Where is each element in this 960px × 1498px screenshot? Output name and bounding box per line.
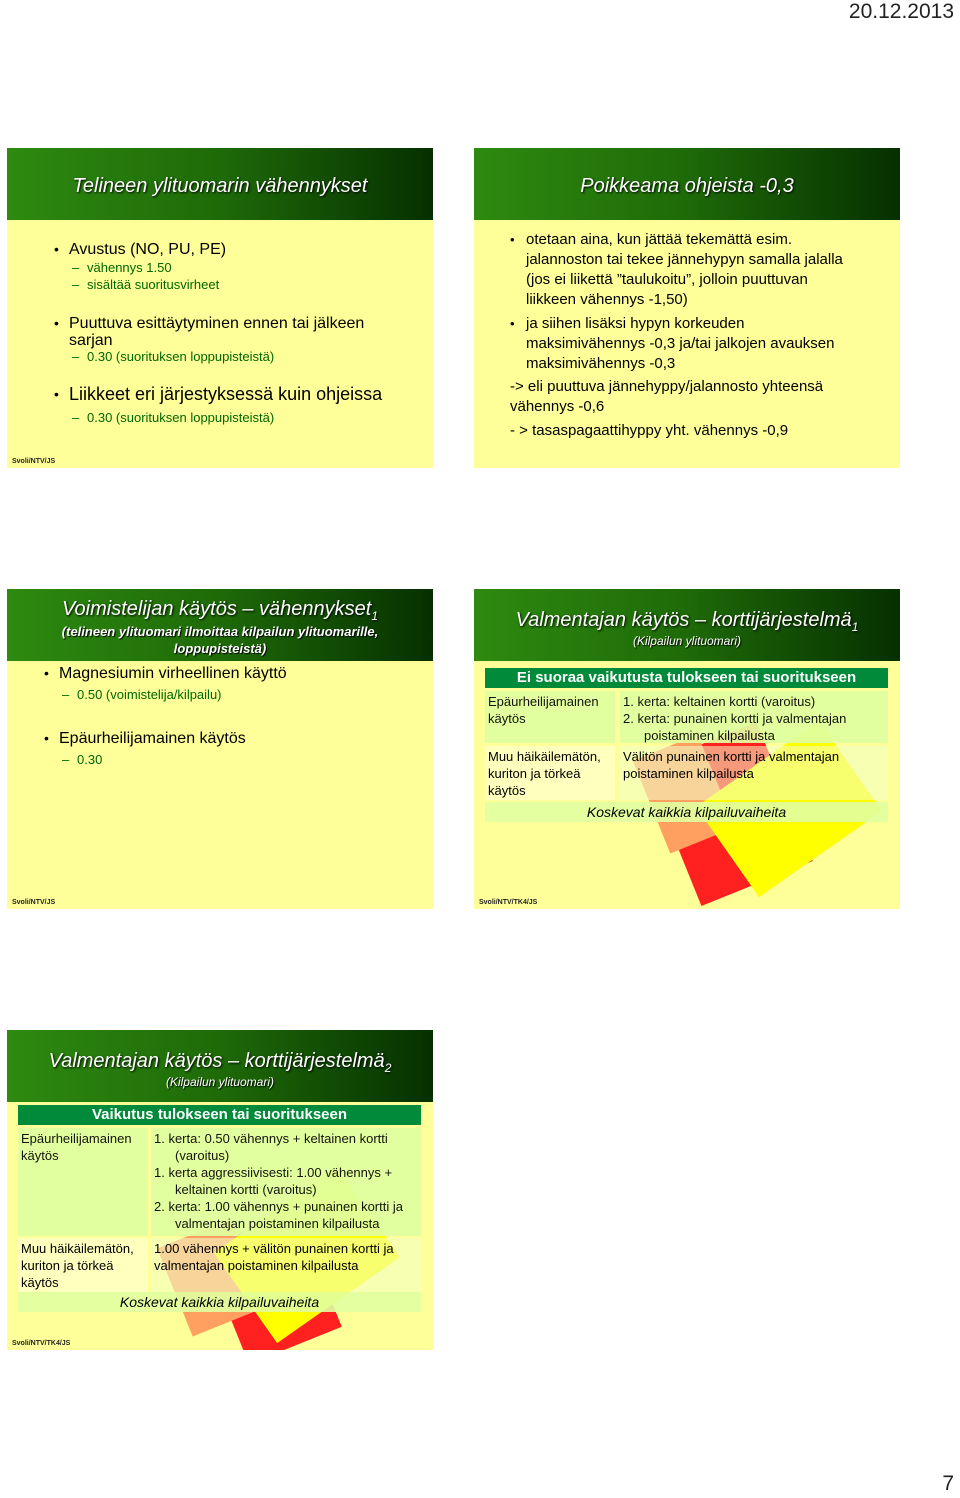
slide-title: Poikkeama ohjeista -0,3 <box>580 175 794 197</box>
row2-label: Muu häikäilemätön, kuriton ja törkeä käytös <box>18 1238 148 1292</box>
slide-title: Telineen ylituomarin vähennykset <box>72 175 368 197</box>
slide-header <box>474 148 900 220</box>
slide-header <box>7 589 433 661</box>
slide-title-text: Voimistelijan käytös – vähennykset <box>61 598 372 620</box>
row1-value <box>151 1128 421 1236</box>
bullet-magnesium: • Magnesiumin virheellinen käyttö <box>59 665 287 682</box>
sub-bullet-loppupisteista-1: – 0.30 (suorituksen loppupisteistä) <box>87 349 274 365</box>
bullet-otetaan-aina: • otetaan aina, kun jättää tekemättä esim. jalannoston tai tekee jännehypyn samalla jalalla (jos ei liikettä ”taulukoitu”, jolloin puuttuvan liikkeen vähennys -1,50) <box>526 230 846 310</box>
sub-bullet-050: – 0.50 (voimistelija/kilpailu) <box>77 687 222 703</box>
text-puuttuva-jannehyppy: -> eli puuttuva jännehyppy/jalannosto yhteensä vähennys -0,6 <box>510 378 824 415</box>
slide-voimistelijan-kaytos <box>7 589 433 909</box>
slide-footer: Svoli/NTV/JS <box>12 899 56 906</box>
row2-label: Muu häikäilemätön, kuriton ja törkeä käytös <box>485 746 615 800</box>
text-tasaspagaattihyppy: - > tasaspagaattihyppy yht. vähennys -0,9 <box>510 422 789 439</box>
table-header: Vaikutus tulokseen tai suoritukseen <box>18 1105 421 1125</box>
bullet-esittaytyminen: • Puuttuva esittäytyminen ennen tai jälkeen sarjan <box>69 315 399 349</box>
slide-title-index: 1 <box>371 609 379 623</box>
sub-bullet-suoritusvirheet: – sisältää suoritusvirheet <box>87 277 219 293</box>
row1-label: Epäurheilijamainen käytös <box>485 691 615 743</box>
sub-bullet-030: – 0.30 <box>77 752 102 768</box>
table-footer: Koskevat kaikkia kilpailuvaiheita <box>485 802 888 822</box>
row1-value-a: 1. kerta: 0.50 vähennys + keltainen kortti (varoitus) <box>154 1131 388 1163</box>
slide-subtitle: (Kilpailun ylituomari) <box>632 634 742 648</box>
table-header: Ei suoraa vaikutusta tulokseen tai suoritukseen <box>485 668 888 688</box>
slide-poikkeama-ohjeista <box>474 148 900 468</box>
slide-footer: Svoli/NTV/TK4/JS <box>479 899 538 906</box>
row1-value <box>620 691 888 743</box>
row1-value-a: 1. kerta: keltainen kortti (varoitus) <box>623 694 816 709</box>
slide-footer: Svoli/NTV/TK4/JS <box>12 1340 71 1347</box>
slide-footer: Svoli/NTV/JS <box>12 458 56 465</box>
slide-title-text: Valmentajan käytös – korttijärjestelmä <box>515 609 852 631</box>
slide-header <box>7 1030 433 1102</box>
page-number: 7 <box>942 1472 954 1495</box>
slide-valmentajan-kaytos-1 <box>474 589 900 909</box>
sub-bullet-vahennys: – vähennys 1.50 <box>87 260 172 276</box>
sub-bullet-loppupisteista-2: – 0.30 (suorituksen loppupisteistä) <box>87 410 274 426</box>
slide-title-text: Valmentajan käytös – korttijärjestelmä <box>48 1050 385 1072</box>
slide-title <box>7 1050 433 1075</box>
bullet-liikkeet: • Liikkeet eri järjestyksessä kuin ohjeissa <box>69 386 382 403</box>
row2-value: 1.00 vähennys + välitön punainen kortti ja valmentajan poistaminen kilpailusta <box>151 1238 421 1292</box>
row2-value: Välitön punainen kortti ja valmentajan poistaminen kilpailusta <box>620 746 888 800</box>
slide-title-index: 2 <box>384 1061 392 1075</box>
table-footer: Koskevat kaikkia kilpailuvaiheita <box>18 1292 421 1312</box>
slide-valmentajan-kaytos-2 <box>7 1030 433 1350</box>
slide-telineen-ylituomari <box>7 148 433 468</box>
row1-value-c: 2. kerta: 1.00 vähennys + punainen kortti ja valmentajan poistaminen kilpailusta <box>154 1199 403 1231</box>
bullet-epaurheilijamainen: • Epäurheilijamainen käytös <box>59 730 246 747</box>
page-date: 20.12.2013 <box>848 0 954 23</box>
slide-subtitle: (telineen ylituomari ilmoittaa kilpailun ylituomarille, loppupisteistä) <box>61 624 379 656</box>
slide-header <box>7 148 433 220</box>
slide-title <box>7 598 433 623</box>
slide-title <box>474 609 900 634</box>
row1-value-b: 1. kerta aggressiivisesti: 1.00 vähennys + keltainen kortti (varoitus) <box>154 1165 393 1197</box>
row1-value-b: 2. kerta: punainen kortti ja valmentajan poistaminen kilpailusta <box>623 711 847 743</box>
slide-header <box>474 589 900 661</box>
bullet-avustus: • Avustus (NO, PU, PE) <box>69 241 226 258</box>
row1-label: Epäurheilijamainen käytös <box>18 1128 148 1236</box>
slide-subtitle: (Kilpailun ylituomari) <box>165 1075 275 1089</box>
bullet-ja-siihen-lisaksi: • ja siihen lisäksi hypyn korkeuden maksimivähennys -0,3 ja/tai jalkojen avauksen maksimivähennys -0,3 <box>526 314 836 374</box>
slide-title-index: 1 <box>851 620 859 634</box>
